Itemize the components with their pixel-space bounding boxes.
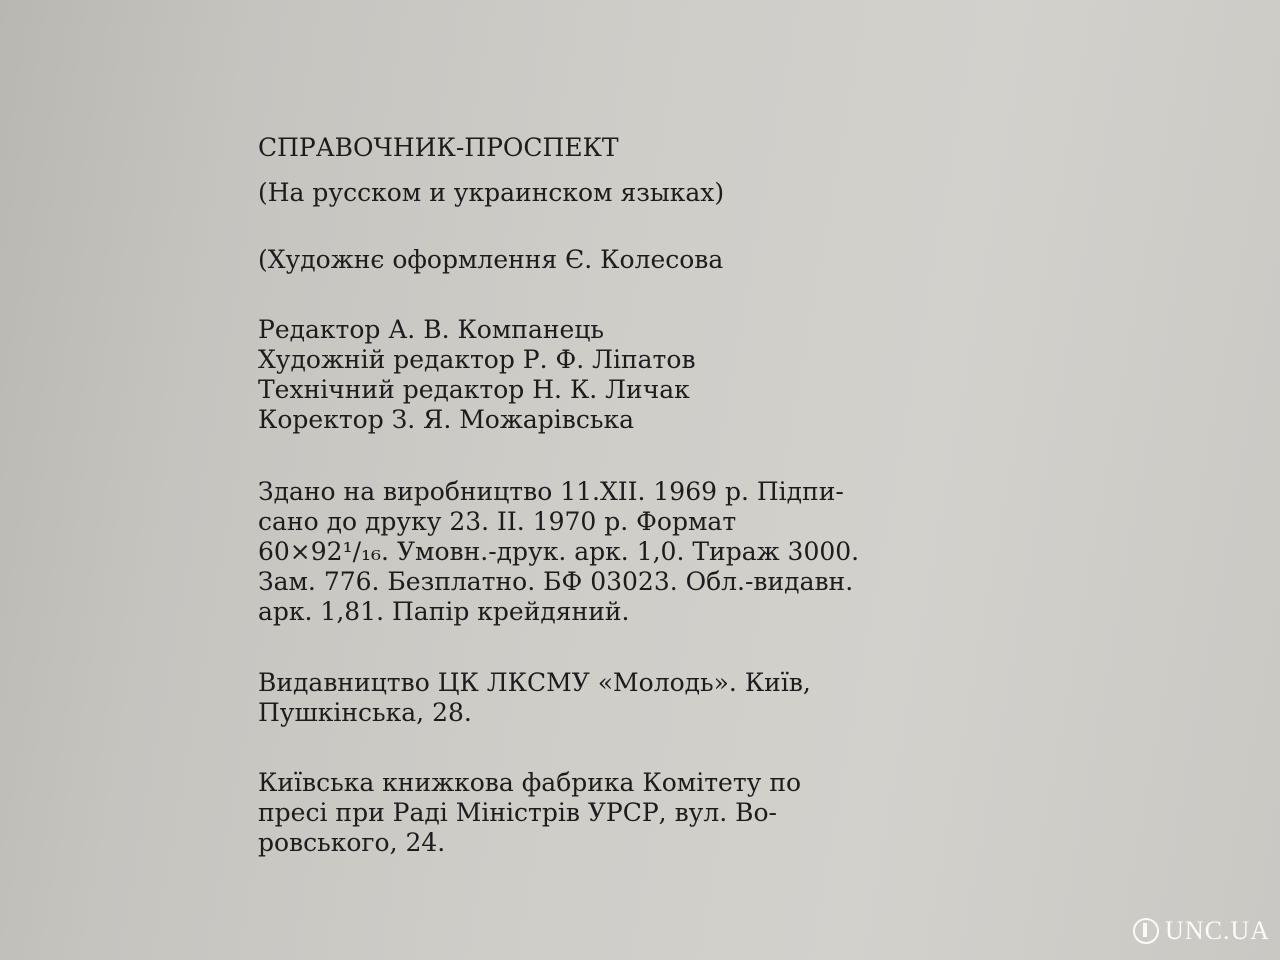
genre-title: СПРАВОЧНИК-ПРОСПЕКТ [258,133,619,162]
proofreader-line: Коректор З. Я. Можарівська [258,405,634,434]
print-details-line: Зам. 776. Безплатно. БФ 03023. Обл.-видавн. [258,567,854,596]
art-editor-line: Художній редактор Р. Ф. Ліпатов [258,345,696,374]
printer-line: ровського, 24. [258,828,446,857]
tech-editor-line: Технічний редактор Н. К. Личак [258,375,690,404]
design-credit: (Художнє оформлення Є. Колесова [258,245,724,274]
publisher-line: Видавництво ЦК ЛКСМУ «Молодь». Київ, [258,668,811,697]
editor-line: Редактор А. В. Компанець [258,315,605,344]
watermark-text: UNC.UA [1165,916,1270,945]
print-details-line: Здано на виробництво 11.XII. 1969 р. Підпи- [258,477,844,506]
watermark-logo-icon [1133,918,1159,944]
language-note: (На русском и украинском языках) [258,178,725,207]
site-watermark [1133,916,1270,946]
publisher-line: Пушкінська, 28. [258,698,472,727]
print-details-line: сано до друку 23. II. 1970 р. Формат [258,507,737,536]
print-details-line: 60×92¹/₁₆. Умовн.-друк. арк. 1,0. Тираж 3000. [258,537,860,566]
printer-line: Київська книжкова фабрика Комітету по [258,768,802,797]
print-details-line: арк. 1,81. Папір крейдяний. [258,597,630,626]
printer-line: пресі при Раді Міністрів УРСР, вул. Во- [258,798,778,827]
